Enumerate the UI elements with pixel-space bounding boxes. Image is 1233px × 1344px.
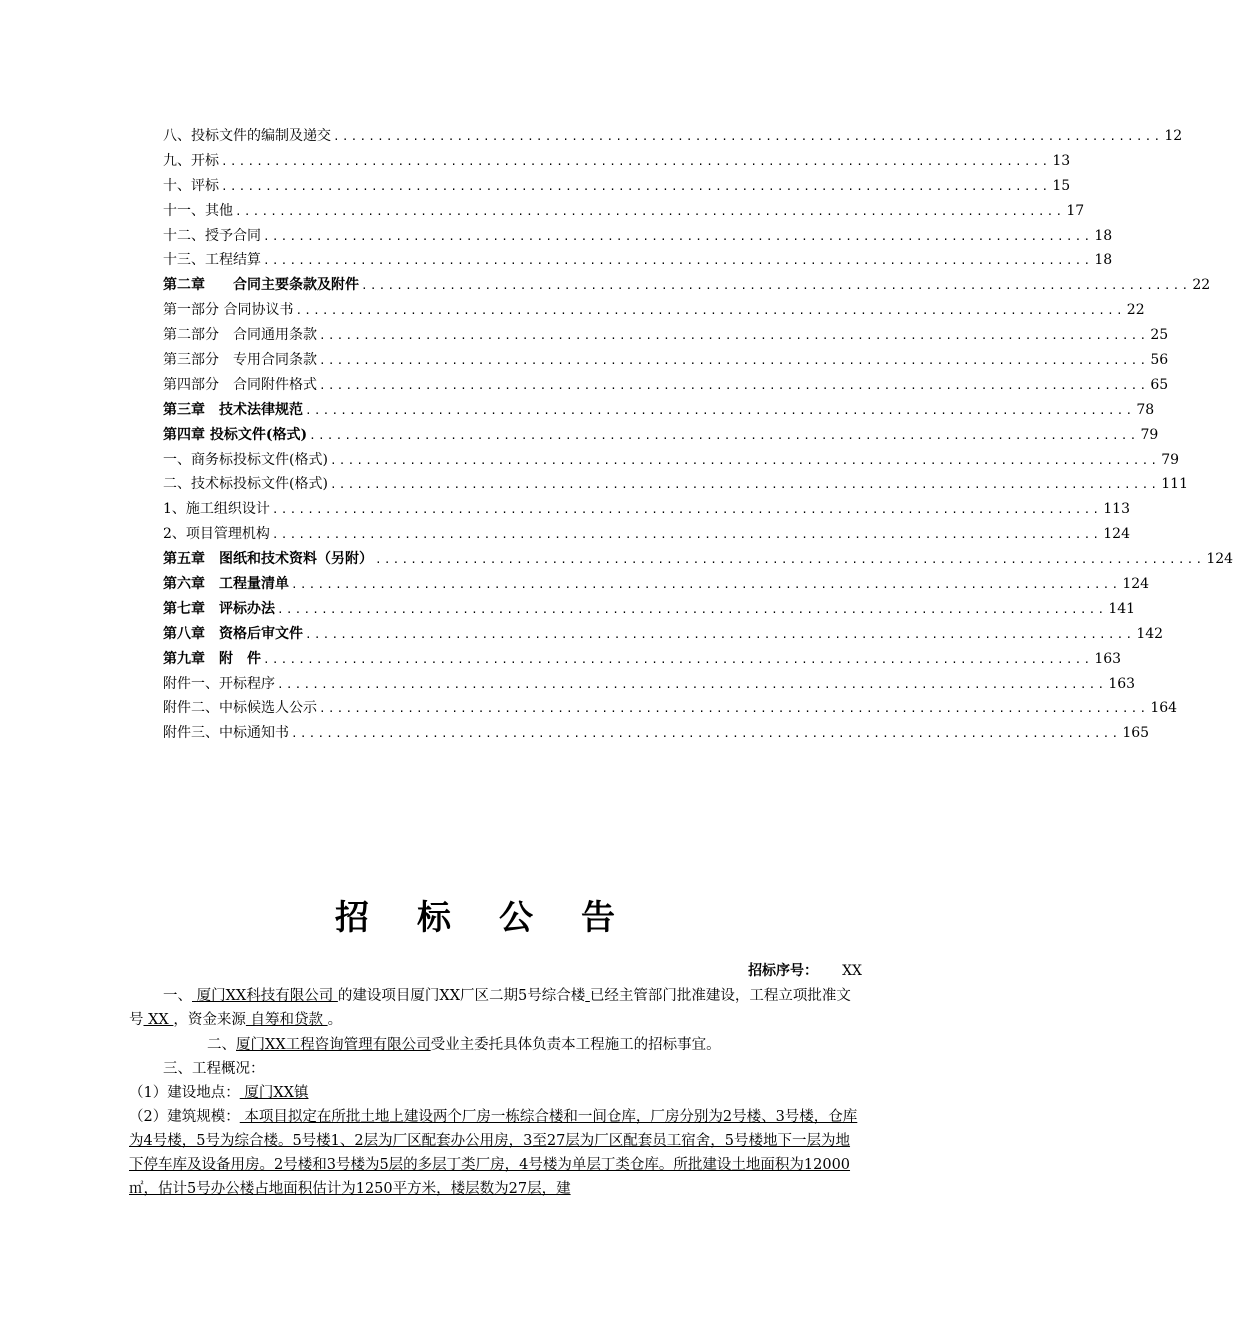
toc-entry[interactable] xyxy=(163,273,1211,298)
toc-entry-label: 第四部分 合同附件格式 xyxy=(163,376,317,393)
toc-leader-dots: .............................................................................................. xyxy=(319,354,1149,368)
toc-leader-dots: .............................................................................................. xyxy=(235,204,1065,218)
toc-entry-label: 第三章 技术法律规范 xyxy=(163,401,303,418)
toc-entry-page: 22 xyxy=(1192,277,1211,294)
tender-serial xyxy=(748,960,862,980)
toc-entry-label: 第四章 投标文件(格式) xyxy=(163,426,308,443)
toc-leader-dots: .............................................................................................. xyxy=(263,652,1093,666)
construction-scale xyxy=(129,1105,863,1201)
toc-entry-page: 15 xyxy=(1052,177,1071,194)
toc-entry[interactable] xyxy=(163,672,1136,697)
toc-entry-label: 十二、授予合同 xyxy=(163,227,261,244)
toc-entry-page: 13 xyxy=(1052,152,1071,169)
toc-entry[interactable] xyxy=(163,323,1169,348)
scale-value: 本项目拟定在所批土地上建设两个厂房一栋综合楼和一间仓库，厂房分别为2号楼、3号楼，仓库为4号楼，5号为综合楼。5号楼1、2层为厂区配套办公用房，3至27层为厂区配套员工宿舍，5号楼地下一层为地下停车库及设备用房。2号楼和3号楼为5层的多层丁类厂房，4号楼为单层丁类仓库。所批建设土地面积为12000㎡，估计5号办公楼占地面积估计为1250平方米，楼层数为27层，建 xyxy=(129,1109,858,1197)
toc-entry[interactable] xyxy=(163,373,1169,398)
p1-fund-label: ，资金来源 xyxy=(173,1012,246,1028)
toc-entry[interactable] xyxy=(163,522,1130,547)
toc-leader-dots: .............................................................................................. xyxy=(277,677,1107,691)
toc-leader-dots: .............................................................................................. xyxy=(221,179,1051,193)
toc-entry-label: 十一、其他 xyxy=(163,202,233,219)
paragraph-project-approval xyxy=(129,984,863,1032)
toc-leader-dots: .............................................................................................. xyxy=(271,528,1102,542)
notice-title: 招标公告 xyxy=(335,898,663,938)
toc-entry-label: 十三、工程结算 xyxy=(163,252,261,269)
toc-entry-label: 一、商务标投标文件(格式) xyxy=(163,451,328,468)
paragraph-agent xyxy=(129,1033,863,1057)
toc-entry-page: 124 xyxy=(1103,526,1130,543)
toc-entry-label: 第七章 评标办法 xyxy=(163,600,275,617)
toc-leader-dots: .............................................................................................. xyxy=(221,154,1051,168)
toc-entry-page: 25 xyxy=(1150,327,1169,344)
toc-entry-page: 124 xyxy=(1122,576,1150,593)
toc-entry-label: 第九章 附 件 xyxy=(163,650,261,667)
toc-leader-dots: .............................................................................................. xyxy=(295,304,1125,318)
toc-entry[interactable] xyxy=(163,721,1150,746)
toc-leader-dots: .............................................................................................. xyxy=(271,503,1102,517)
serial-label: 招标序号： xyxy=(748,963,819,979)
toc-entry-page: 163 xyxy=(1108,675,1136,692)
toc-leader-dots: .............................................................................................. xyxy=(333,130,1163,143)
toc-entry-page: 22 xyxy=(1126,302,1145,319)
toc-entry[interactable] xyxy=(163,124,1183,149)
p1-end: 。 xyxy=(327,1012,343,1028)
toc-entry-label: 附件二、中标候选人公示 xyxy=(163,700,317,717)
toc-entry[interactable] xyxy=(163,448,1180,473)
toc-entry-page: 124 xyxy=(1206,551,1233,568)
toc-entry-page: 79 xyxy=(1140,426,1159,443)
toc-entry-page: 18 xyxy=(1094,252,1113,269)
toc-leader-dots: .............................................................................................. xyxy=(319,378,1149,392)
toc-entry-page: 17 xyxy=(1066,202,1085,219)
approval-code: XX xyxy=(143,1012,174,1028)
toc-entry-page: 18 xyxy=(1094,227,1113,244)
toc-entry-page: 12 xyxy=(1164,128,1183,144)
owner-name: 厦门XX科技有限公司 xyxy=(192,988,338,1004)
toc-entry-label: 第二章 合同主要条款及附件 xyxy=(163,277,359,294)
toc-leader-dots: .............................................................................................. xyxy=(305,627,1135,641)
toc-entry[interactable] xyxy=(163,622,1164,647)
toc-leader-dots: .............................................................................................. xyxy=(277,602,1107,616)
toc-entry[interactable] xyxy=(163,597,1136,622)
toc-entry[interactable] xyxy=(163,572,1150,597)
toc-entry[interactable] xyxy=(163,348,1169,373)
toc-entry[interactable] xyxy=(163,174,1071,199)
toc-entry-label: 附件一、开标程序 xyxy=(163,675,275,692)
toc-entry-label: 第八章 资格后审文件 xyxy=(163,625,303,642)
toc-entry-page: 65 xyxy=(1150,376,1169,393)
site-value: 厦门XX镇 xyxy=(239,1085,309,1101)
toc-entry-page: 113 xyxy=(1103,501,1130,518)
toc-leader-dots: .............................................................................................. xyxy=(361,279,1191,293)
serial-value: XX xyxy=(842,963,862,979)
p2-prefix: 二、 xyxy=(207,1037,236,1053)
toc-leader-dots: .............................................................................................. xyxy=(329,478,1160,492)
toc-leader-dots: .............................................................................................. xyxy=(319,329,1149,343)
toc-leader-dots: .............................................................................................. xyxy=(309,428,1139,442)
toc-entry-label: 二、技术标投标文件(格式) xyxy=(163,476,328,493)
toc-entry[interactable] xyxy=(163,149,1071,174)
toc-entry[interactable] xyxy=(163,497,1130,522)
toc-entry-page: 142 xyxy=(1136,625,1164,642)
site-label: （1）建设地点： xyxy=(129,1085,240,1101)
toc-entry[interactable] xyxy=(163,248,1113,273)
toc-entry[interactable] xyxy=(163,647,1122,672)
toc-entry-label: 第一部分 合同协议书 xyxy=(163,302,294,319)
toc-leader-dots: .............................................................................................. xyxy=(375,553,1205,567)
toc-entry-page: 141 xyxy=(1108,600,1136,617)
toc-leader-dots: .............................................................................................. xyxy=(305,403,1135,417)
toc-entry[interactable] xyxy=(163,224,1113,249)
toc-leader-dots: .............................................................................................. xyxy=(319,702,1149,716)
p1-project: 的建设项目厦门XX厂区二期5号综合楼 xyxy=(337,988,586,1004)
toc-entry-label: 八、投标文件的编制及递交 xyxy=(163,128,331,144)
p1-prefix: 一、 xyxy=(163,988,192,1004)
toc-entry[interactable] xyxy=(163,547,1233,572)
toc-entry-label: 第三部分 专用合同条款 xyxy=(163,352,317,369)
toc-leader-dots: .............................................................................................. xyxy=(329,453,1160,467)
agent-name: 厦门XX工程咨询管理有限公司 xyxy=(236,1037,431,1053)
toc-entry[interactable] xyxy=(163,398,1155,423)
toc-entry[interactable] xyxy=(163,696,1178,721)
toc-entry-label: 附件三、中标通知书 xyxy=(163,725,289,742)
toc-entry-page: 78 xyxy=(1136,401,1155,418)
toc-leader-dots: .............................................................................................. xyxy=(263,229,1093,243)
toc-entry-page: 164 xyxy=(1150,700,1178,717)
toc-entry-label: 九、开标 xyxy=(163,152,219,169)
construction-site xyxy=(129,1081,863,1105)
toc-entry[interactable] xyxy=(163,199,1085,224)
toc-entry-label: 第六章 工程量清单 xyxy=(163,576,289,593)
toc-entry-label: 1、施工组织设计 xyxy=(163,501,270,518)
toc-entry-page: 165 xyxy=(1122,725,1150,742)
toc-entry-page: 111 xyxy=(1161,476,1188,493)
toc-leader-dots: .............................................................................................. xyxy=(291,727,1121,741)
toc-entry-page: 56 xyxy=(1150,352,1169,369)
toc-entry[interactable] xyxy=(163,298,1145,323)
table-of-contents xyxy=(163,124,1233,746)
toc-entry[interactable] xyxy=(163,472,1188,497)
toc-entry-page: 163 xyxy=(1094,650,1122,667)
toc-entry-label: 第五章 图纸和技术资料（另附） xyxy=(163,551,373,568)
fund-source: 自筹和贷款 xyxy=(245,1012,328,1028)
toc-entry[interactable] xyxy=(163,423,1159,448)
scale-label: （2）建筑规模： xyxy=(129,1109,240,1125)
p1-approval: 已经主管部门批准建设，工程立项批准文号 xyxy=(129,988,851,1028)
toc-leader-dots: .............................................................................................. xyxy=(291,578,1121,592)
toc-entry-page: 79 xyxy=(1161,451,1180,468)
p2-text: 受业主委托具体负责本工程施工的招标事宜。 xyxy=(430,1037,721,1053)
toc-entry-label: 第二部分 合同通用条款 xyxy=(163,327,317,344)
toc-leader-dots: .............................................................................................. xyxy=(263,254,1093,268)
toc-entry-label: 十、评标 xyxy=(163,177,219,194)
toc-entry-label: 2、项目管理机构 xyxy=(163,526,270,543)
section-overview-heading: 三、工程概况： xyxy=(163,1061,265,1077)
